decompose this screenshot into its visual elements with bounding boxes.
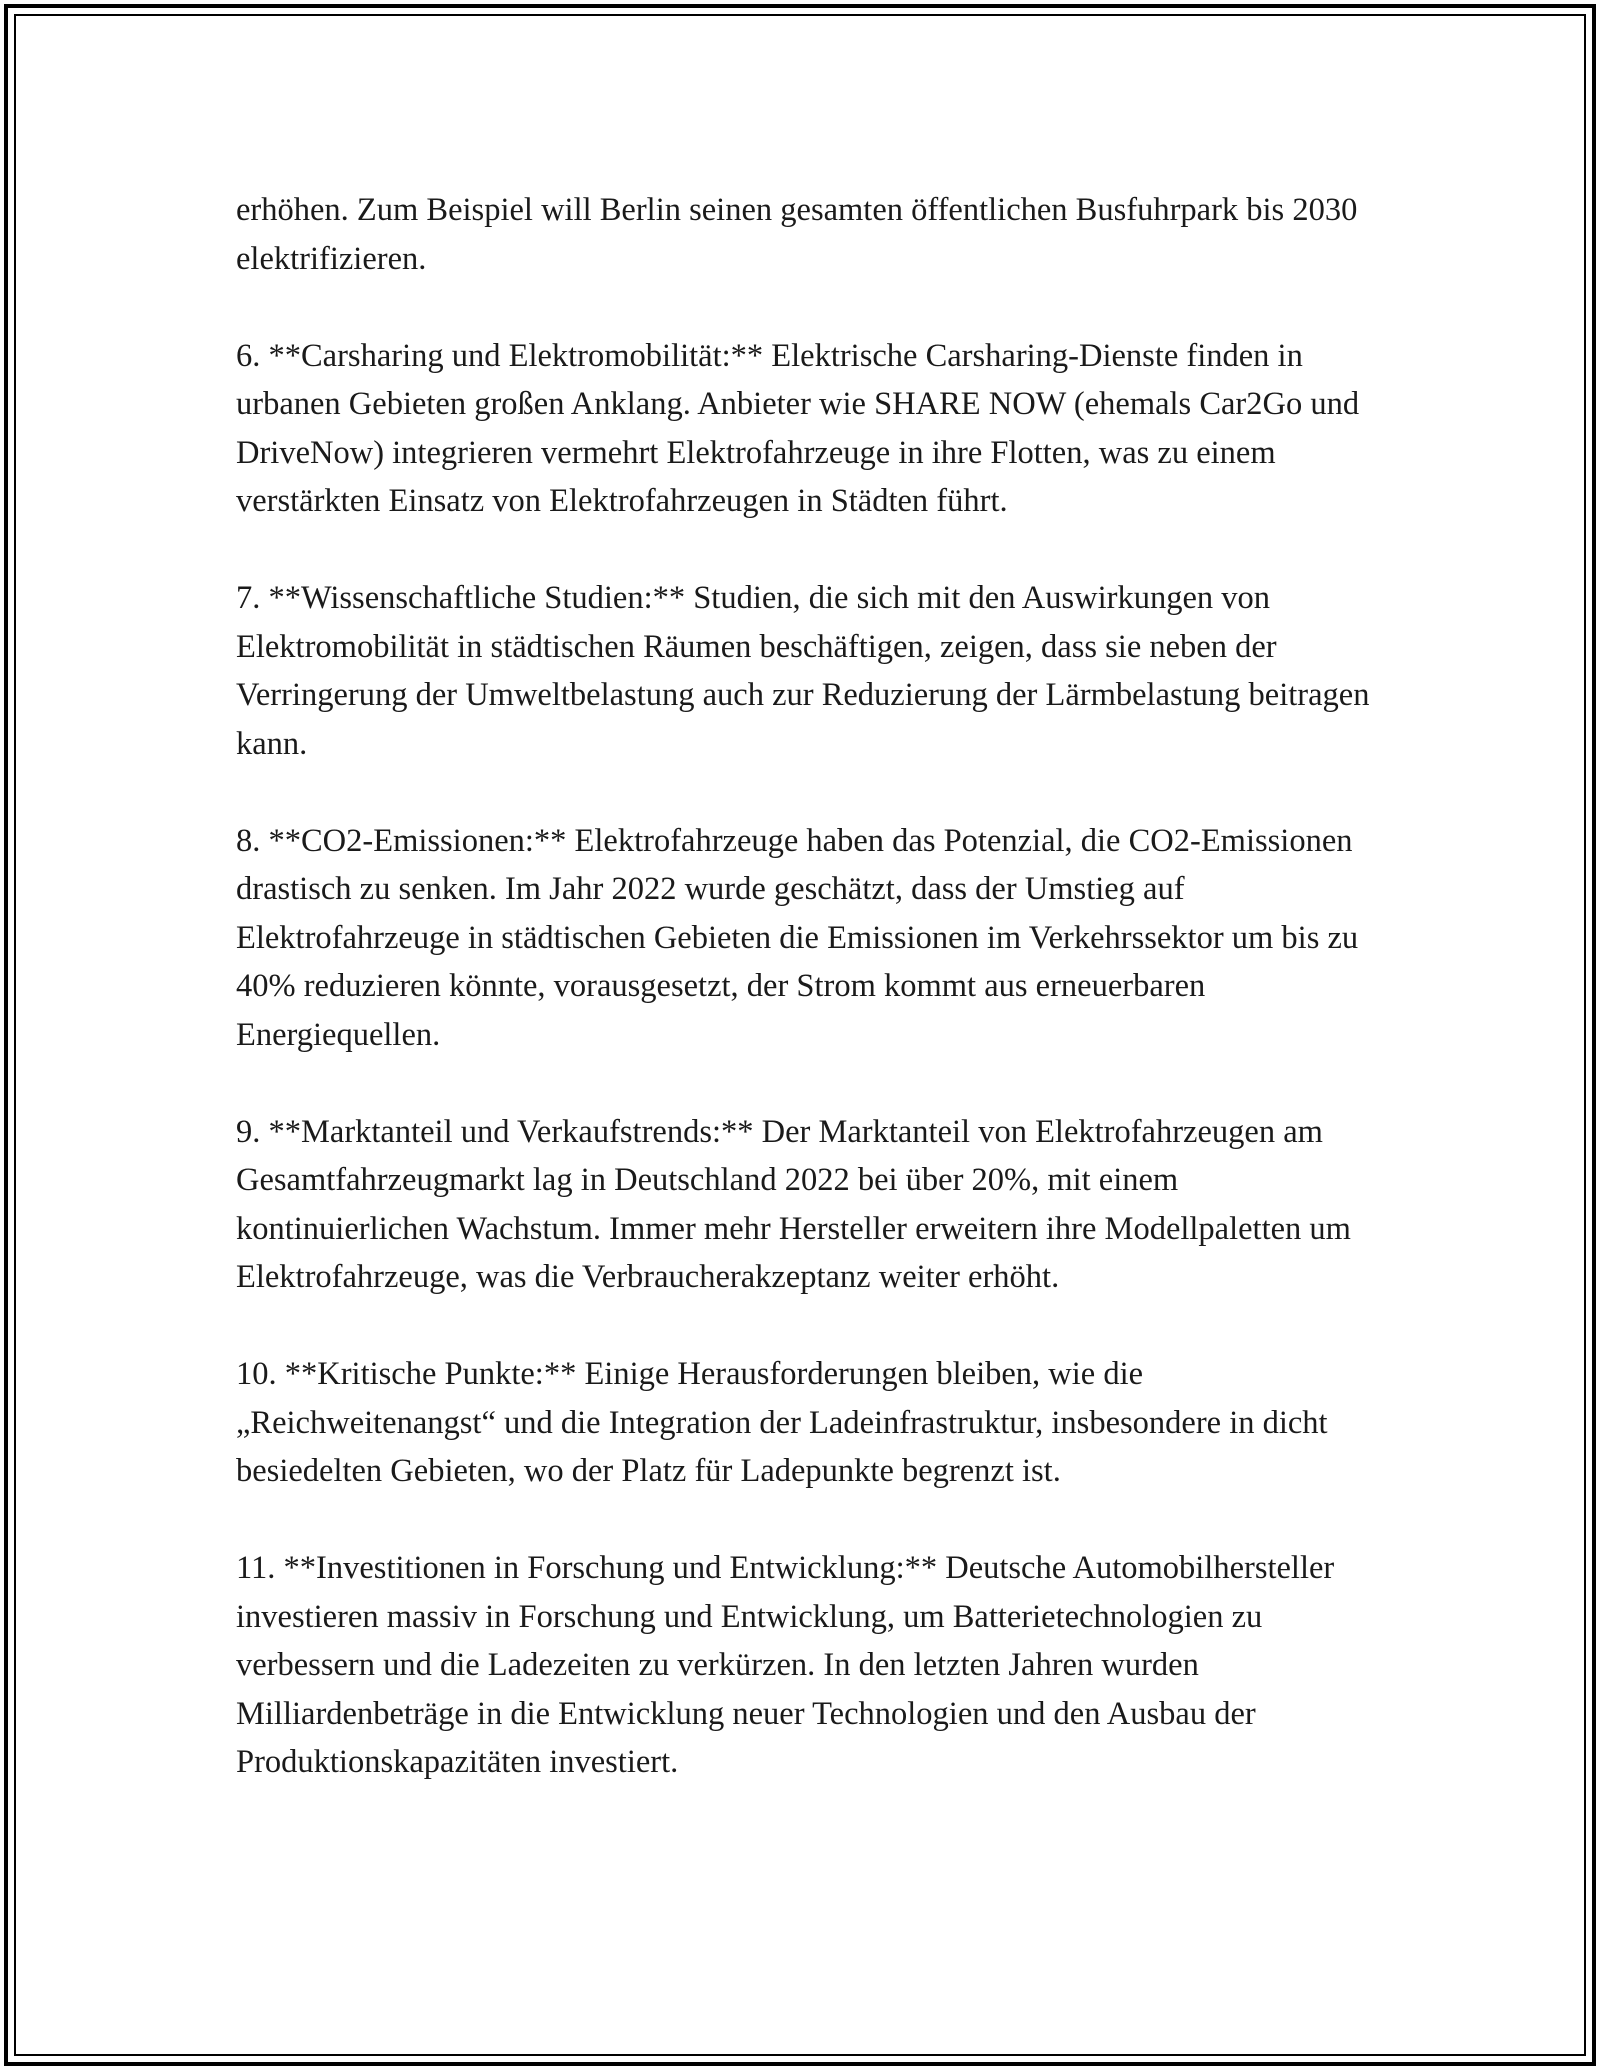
paragraph-continuation: erhöhen. Zum Beispiel will Berlin seinen gesamten öffentlichen Busfuhrpark bis 2030 elektrifizieren. (236, 192, 1358, 277)
document-body (236, 186, 1386, 1787)
paragraph-item-7: 7. **Wissenschaftliche Studien:** Studien, die sich mit den Auswirkungen von Elektromobilität in städtischen Räumen beschäftigen, zeigen, dass sie neben der Verringerung der Umweltbelastung auch zur Reduzierung der Lärmbelastung beitragen kann. (236, 580, 1370, 762)
paragraph-item-10: 10. **Kritische Punkte:** Einige Herausforderungen bleiben, wie die „Reichweitenangst“ und die Integration der Ladeinfrastruktur, insbesondere in dicht besiedelten Gebieten, wo der Platz für Ladepunkte begrenzt ist. (236, 1356, 1328, 1489)
paragraph-item-8: 8. **CO2-Emissionen:** Elektrofahrzeuge haben das Potenzial, die CO2-Emissionen drastisch zu senken. Im Jahr 2022 wurde geschätzt, dass der Umstieg auf Elektrofahrzeuge in städtischen Gebieten die Emissionen im Verkehrssektor um bis zu 40% reduzieren könnte, vorausgesetzt, der Strom kommt aus erneuerbaren Energiequellen. (236, 822, 1359, 1053)
paragraph-item-11: 11. **Investitionen in Forschung und Entwicklung:** Deutsche Automobilhersteller investieren massiv in Forschung und Entwicklung, um Batterietechnologien zu verbessern und die Ladezeiten zu verkürzen. In den letzten Jahren wurden Milliardenbeträge in die Entwicklung neuer Technologien und den Ausbau der Produktionskapazitäten investiert. (236, 1550, 1335, 1780)
paragraph-item-6: 6. **Carsharing und Elektromobilität:** Elektrische Carsharing-Dienste finden in urbanen Gebieten großen Anklang. Anbieter wie SHARE NOW (ehemals Car2Go und DriveNow) integrieren vermehrt Elektrofahrzeuge in ihre Flotten, was zu einem verstärkten Einsatz von Elektrofahrzeugen in Städten führt. (236, 337, 1360, 519)
paragraph-item-9: 9. **Marktanteil und Verkaufstrends:** Der Marktanteil von Elektrofahrzeugen am Gesamtfahrzeugmarkt lag in Deutschland 2022 bei über 20%, mit einem kontinuierlichen Wachstum. Immer mehr Hersteller erweitern ihre Modellpaletten um Elektrofahrzeuge, was die Verbraucherakzeptanz weiter erhöht. (236, 1113, 1351, 1295)
